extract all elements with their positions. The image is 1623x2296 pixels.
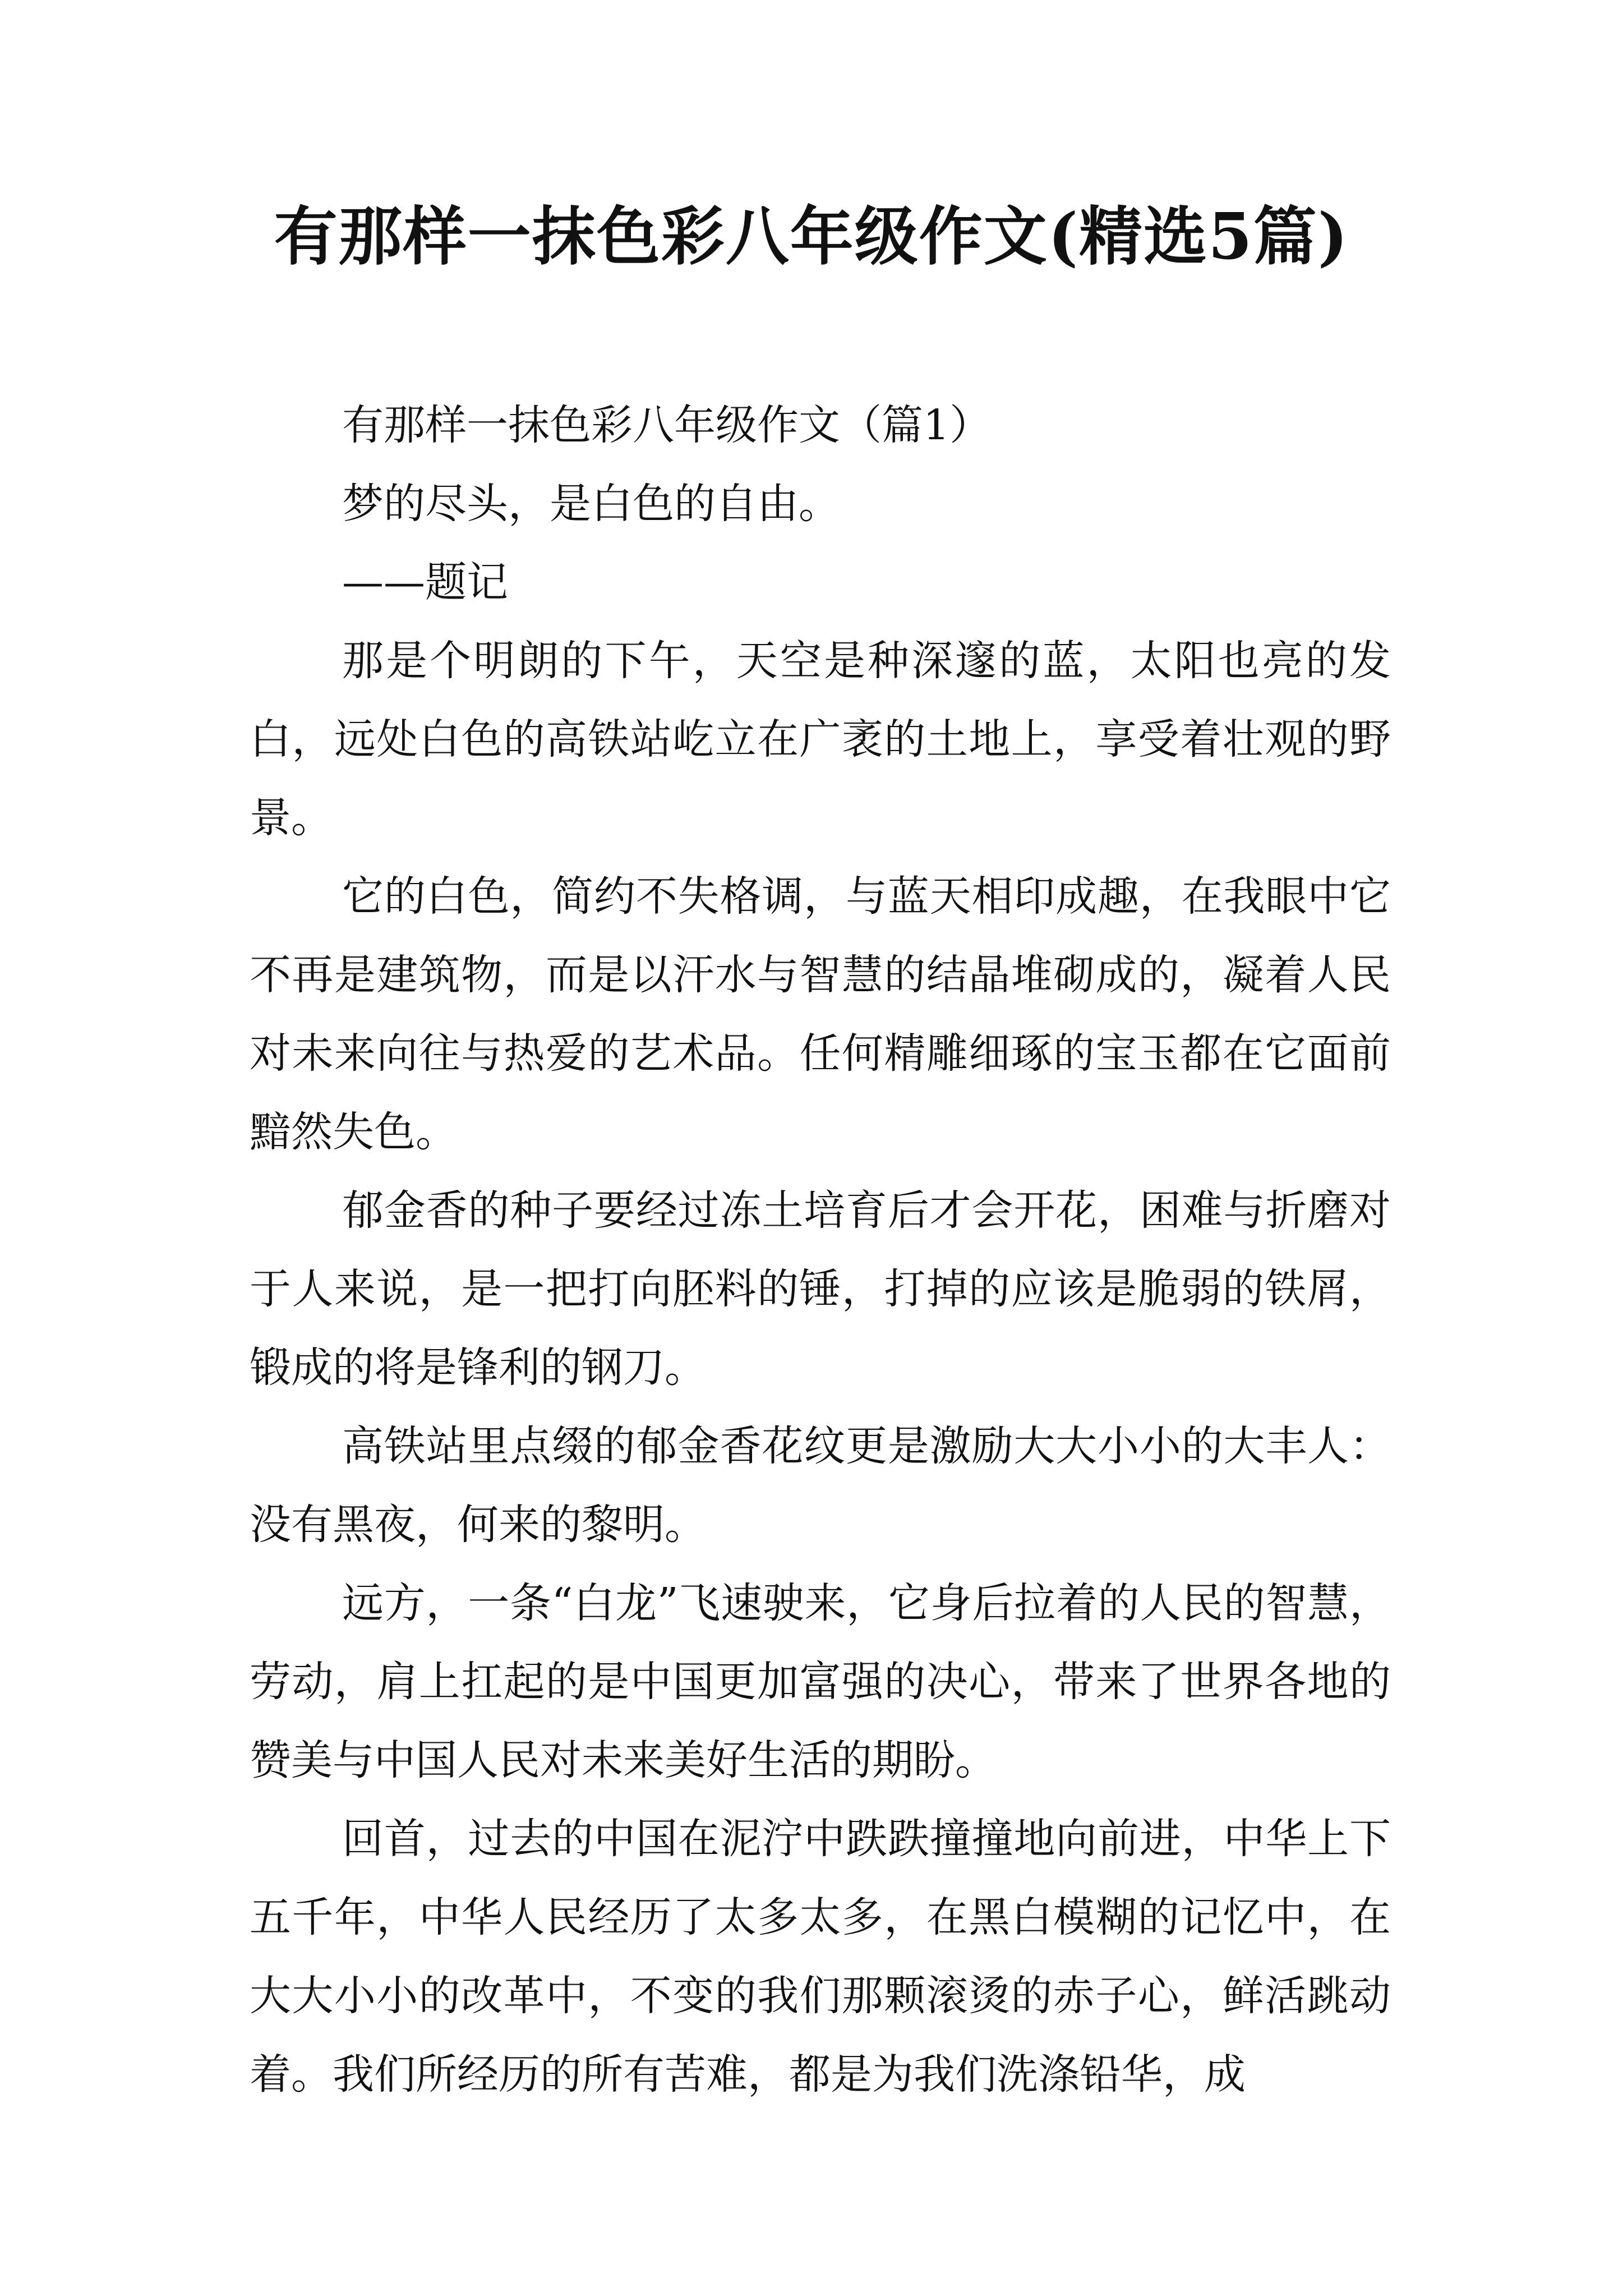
document-title: 有那样一抹色彩八年级作文(精选5篇): [274, 199, 1349, 274]
paragraph: 远方，一条“白龙”飞速驶来，它身后拉着的人民的智慧，劳动，肩上扛起的是中国更加富强的决心，带来了世界各地的赞美与中国人民对未来美好生活的期盼。: [250, 1579, 1391, 1784]
epigraph-line: 梦的尽头，是白色的自由。: [342, 480, 840, 528]
paragraph: 回首，过去的中国在泥泞中跌跌撞撞地向前进，中华上下五千年，中华人民经历了太多太多，在黑白模糊的记忆中，在大大小小的改革中，不变的我们那颗滚烫的赤子心，鲜活跳动着。我们所经历的所有苦难，都是为我们洗涤铅华，成: [250, 1815, 1391, 2099]
paragraph: 高铁站里点缀的郁金香花纹更是激励大大小小的大丰人：没有黑夜，何来的黎明。: [250, 1422, 1391, 1549]
paragraph: 那是个明朗的下午，天空是种深邃的蓝，太阳也亮的发白，远处白色的高铁站屹立在广袤的土地上，享受着壮观的野景。: [250, 637, 1391, 842]
epigraph-attribution: ——题记: [342, 558, 508, 606]
essay-heading: 有那样一抹色彩八年级作文（篇1）: [342, 401, 992, 449]
document-body: [250, 386, 1391, 2114]
paragraph: 郁金香的种子要经过冻土培育后才会开花，困难与折磨对于人来说，是一把打向胚料的锤，打掉的应该是脆弱的铁屑，锻成的将是锋利的钢刀。: [250, 1186, 1391, 1392]
paragraph: 它的白色，简约不失格调，与蓝天相印成趣，在我眼中它不再是建筑物，而是以汗水与智慧的结晶堆砌成的，凝着人民对未来向往与热爱的艺术品。任何精雕细琢的宝玉都在它面前黯然失色。: [250, 872, 1391, 1156]
